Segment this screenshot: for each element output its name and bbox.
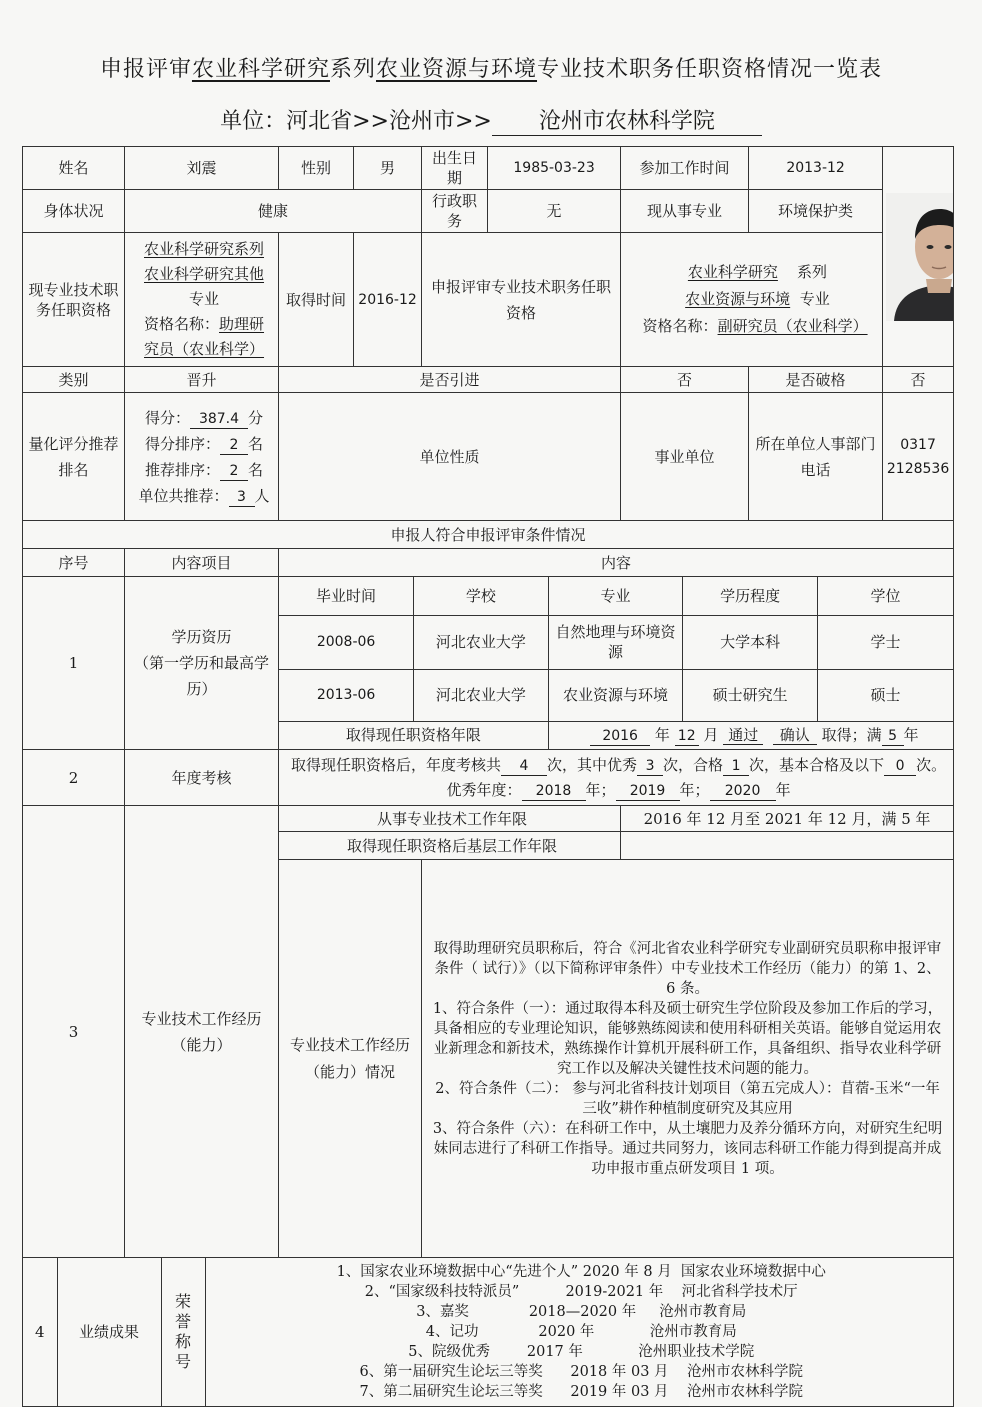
assessment-content: 取得现任职资格后，年度考核共 4 次，其中优秀 3 次，合格 1 次，基本合格及以下 0 次。优秀年度： 2018 年； 2019 年； 2020 年 — [279, 750, 954, 806]
qualification-table — [22, 146, 954, 1407]
page-title: 申报评审农业科学研究系列农业资源与环境专业技术职务任职资格情况一览表 — [99, 57, 883, 82]
score-label: 量化评分推荐排名 — [23, 393, 125, 521]
apply-qual-label: 申报评审专业技术职务任职资格 — [422, 233, 621, 367]
education-data-row — [279, 615, 953, 669]
unit-type-label: 单位性质 — [279, 393, 621, 521]
health-label: 身体状况 — [23, 190, 125, 233]
grassroots-value — [621, 832, 954, 860]
unit-type-value: 事业单位 — [621, 393, 749, 521]
assessment-row — [23, 750, 954, 806]
obtain-time-label: 取得时间 — [279, 233, 354, 367]
edu-header-major: 专业 — [548, 577, 683, 615]
score-row — [23, 393, 954, 521]
edu-degree: 学士 — [817, 615, 953, 669]
edu-major: 自然地理与环境资源 — [548, 615, 683, 669]
unit-label: 单位：河北省>>沧州市>> — [220, 109, 492, 134]
edu-school: 河北农业大学 — [414, 615, 549, 669]
obtain-time-value: 2016-12 — [354, 233, 422, 367]
hr-phone-label: 所在单位人事部门电话 — [749, 393, 883, 521]
category-value: 晋升 — [125, 367, 279, 393]
col-no-header: 序号 — [23, 549, 125, 577]
experience-item: 专业技术工作经历（能力） — [125, 806, 279, 1258]
basic-row-2 — [23, 190, 954, 233]
admin-value: 无 — [488, 190, 621, 233]
assessment-item: 年度考核 — [125, 750, 279, 806]
current-qual-label: 现专业技术职务任职资格 — [23, 233, 125, 367]
edu-header-level: 学历程度 — [683, 577, 818, 615]
edu-grad-time: 2008-06 — [279, 615, 414, 669]
achievements-cell — [23, 1258, 954, 1407]
current-qual-detail: 农业科学研究系列 农业科学研究其他 专业 资格名称：助理研 究员（农业科学） — [125, 233, 279, 367]
honor-item: 2、“国家级科技特派员” 2019-2021 年 河北省科学技术厅 — [364, 1284, 798, 1300]
edu-degree: 硕士 — [817, 669, 953, 721]
hr-phone-value: 0317 2128536 — [883, 393, 954, 521]
col-item-header: 内容项目 — [125, 549, 279, 577]
achievements-table — [23, 1258, 954, 1406]
grassroots-label: 取得现任职资格后基层工作年限 — [279, 832, 621, 860]
honor-item: 4、记功 2020 年 沧州市教育局 — [425, 1324, 737, 1340]
honor-item: 3、嘉奖 2018—2020 年 沧州市教育局 — [416, 1304, 747, 1320]
assessment-no: 2 — [23, 750, 125, 806]
name-label: 姓名 — [23, 147, 125, 190]
work-start-label: 参加工作时间 — [621, 147, 749, 190]
edu-level: 硕士研究生 — [683, 669, 818, 721]
education-data-row — [279, 669, 953, 721]
introduced-label: 是否引进 — [279, 367, 621, 393]
score-detail: 得分： 387.4 分 得分排序： 2 名 推荐排序： 2 名 单位共推荐： 3 人 — [125, 393, 279, 521]
exception-label: 是否破格 — [749, 367, 883, 393]
experience-years-value: 2016 年 12 月至 2021 年 12 月，满 5 年 — [621, 806, 954, 832]
experience-years-row — [23, 806, 954, 832]
experience-no: 3 — [23, 806, 125, 1258]
edu-years-label: 取得现任职资格年限 — [279, 721, 548, 749]
unit-line — [0, 104, 982, 136]
honor-list — [205, 1258, 954, 1406]
basic-row-1 — [23, 147, 954, 190]
work-start-value: 2013-12 — [749, 147, 883, 190]
education-row — [23, 577, 954, 750]
category-label: 类别 — [23, 367, 125, 393]
current-major-label: 现从事专业 — [621, 190, 749, 233]
experience-para-3: 2、符合条件（二）： 参与河北省科技计划项目（第五完成人）：苜蓿-玉米“一年三收”耕作种植制度研究及其应用 — [435, 1080, 940, 1117]
edu-header-school: 学校 — [414, 577, 549, 615]
experience-detail-text — [422, 860, 954, 1258]
honor-item: 5、院级优秀 2017 年 沧州职业技术学院 — [408, 1344, 755, 1360]
admin-label: 行政职务 — [422, 190, 488, 233]
achievements-row — [23, 1258, 954, 1407]
conditions-title-row — [23, 521, 954, 549]
conditions-header-row — [23, 549, 954, 577]
education-years-row — [279, 721, 953, 749]
applicant-photo — [886, 193, 954, 321]
edu-level: 大学本科 — [683, 615, 818, 669]
honor-item: 6、第一届研究生论坛三等奖 2018 年 03 月 沧州市农林科学院 — [359, 1364, 803, 1380]
qualification-row — [23, 233, 954, 367]
name-value: 刘震 — [125, 147, 279, 190]
photo-cell — [883, 147, 954, 367]
education-header-row — [279, 577, 953, 615]
honor-label: 荣誉称号 — [161, 1258, 205, 1406]
edu-major: 农业资源与环境 — [548, 669, 683, 721]
edu-header-degree: 学位 — [817, 577, 953, 615]
edu-school: 河北农业大学 — [414, 669, 549, 721]
education-content — [279, 577, 954, 750]
unit-value: 沧州市农林科学院 — [492, 109, 762, 136]
gender-value: 男 — [354, 147, 422, 190]
gender-label: 性别 — [279, 147, 354, 190]
experience-para-4: 3、符合条件（六）：在科研工作中，从土壤肥力及养分循环方向，对研究生纪明妹同志进行了科研工作指导。通过共同努力，该同志科研工作能力得到提高并成功申报市重点研发项目 1 项。 — [432, 1120, 943, 1177]
edu-years-value: 2016 年 12 月 通过 确认 取得；满 5 年 — [548, 721, 953, 749]
current-major-value: 环境保护类 — [749, 190, 883, 233]
education-item: 学历资历 （第一学历和最高学历） — [125, 577, 279, 750]
birth-value: 1985-03-23 — [488, 147, 621, 190]
experience-para-1: 取得助理研究员职称后，符合《河北省农业科学研究专业副研究员职称申报评审条件（ 试行）》（以下简称评审条件）中专业技术工作经历（能力）的第 1、2、6 条。 — [433, 940, 942, 997]
honor-item: 1、国家农业环境数据中心“先进个人” 2020 年 8 月 国家农业环境数据中心 — [336, 1264, 826, 1280]
category-row — [23, 367, 954, 393]
achievements-item: 业绩成果 — [57, 1258, 161, 1406]
conditions-title: 申报人符合申报评审条件情况 — [23, 521, 954, 549]
edu-header-grad-time: 毕业时间 — [279, 577, 414, 615]
apply-qual-detail: 农业科学研究 系列 农业资源与环境 专业 资格名称：副研究员（农业科学） — [621, 233, 883, 367]
health-value: 健康 — [125, 190, 422, 233]
achievements-no: 4 — [23, 1258, 57, 1406]
experience-para-2: 1、符合条件（一）：通过取得本科及硕士研究生学位阶段及参加工作后的学习，具备相应的专业理论知识，能够熟练阅读和使用科研相关英语。能够自觉运用农业新理念和新技术，熟练操作计算机开展科研工作，具备组织、指导农业科学研究工作以及解决关键性技术问题的能力。 — [432, 1000, 943, 1077]
education-table — [279, 577, 953, 749]
experience-detail-label: 专业技术工作经历（能力）情况 — [279, 860, 422, 1258]
edu-grad-time: 2013-06 — [279, 669, 414, 721]
education-no: 1 — [23, 577, 125, 750]
col-content-header: 内容 — [279, 549, 954, 577]
exception-value: 否 — [883, 367, 954, 393]
honor-item: 7、第二届研究生论坛三等奖 2019 年 03 月 沧州市农林科学院 — [359, 1384, 803, 1400]
experience-years-label: 从事专业技术工作年限 — [279, 806, 621, 832]
introduced-value: 否 — [621, 367, 749, 393]
birth-label: 出生日期 — [422, 147, 488, 190]
